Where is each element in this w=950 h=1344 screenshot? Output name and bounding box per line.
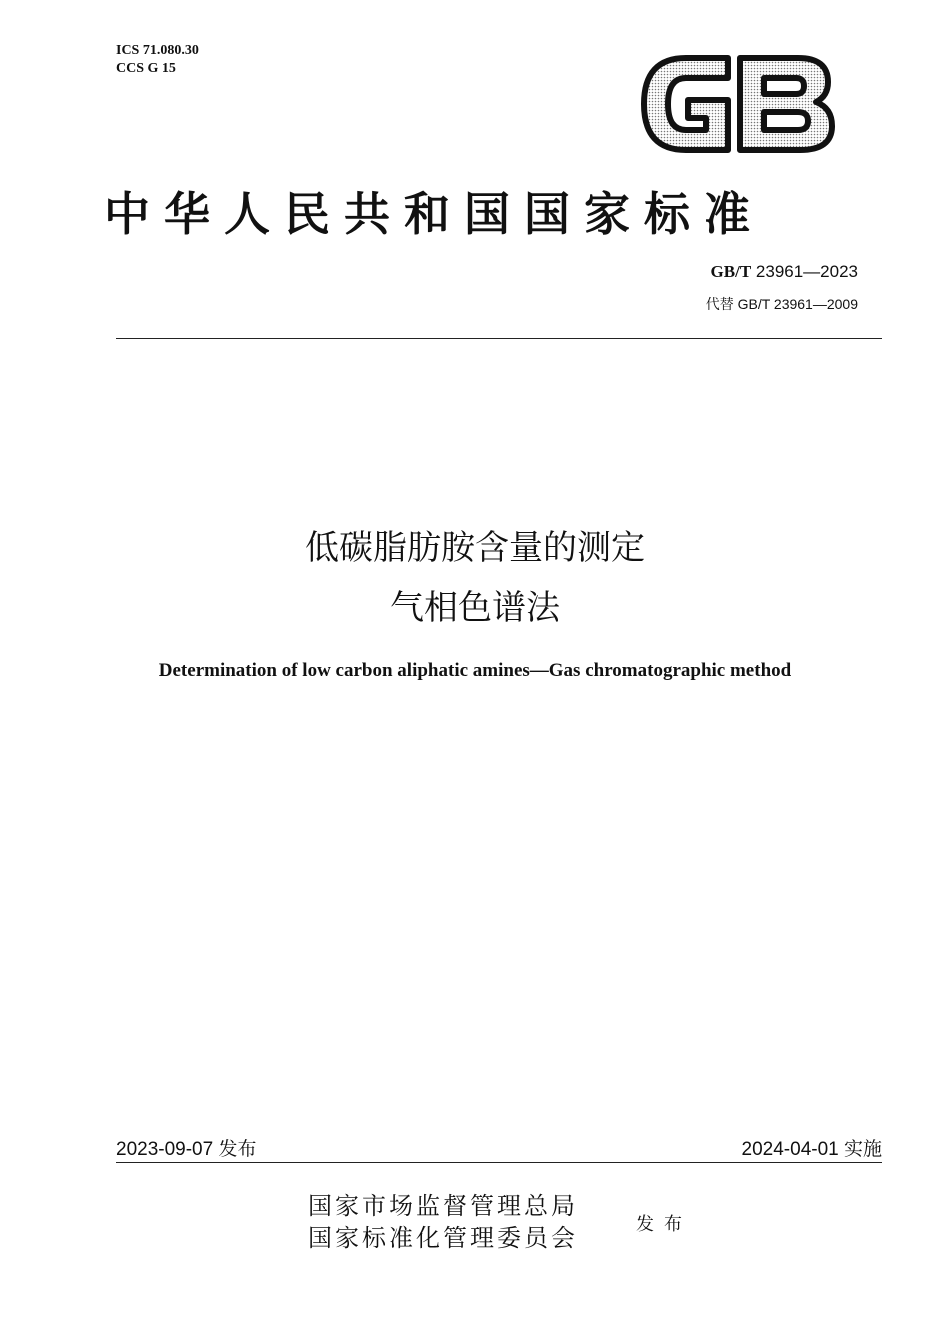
classification-block bbox=[116, 42, 199, 78]
ics-code: ICS 71.080.30 bbox=[116, 43, 199, 58]
top-divider bbox=[116, 338, 882, 339]
standard-number-value: 23961—2023 bbox=[755, 262, 858, 281]
ccs-code: CCS G 15 bbox=[116, 61, 176, 76]
english-title: Determination of low carbon aliphatic amines—Gas chromatographic method bbox=[158, 660, 792, 681]
bottom-divider bbox=[116, 1162, 882, 1163]
chinese-title-line2: 气相色谱法 bbox=[390, 588, 560, 628]
standard-prefix: GB/T bbox=[710, 262, 752, 281]
replaces-standard: 代替 GB/T 23961—2009 bbox=[705, 296, 858, 312]
issuer-samr: 国家市场监督管理总局 bbox=[308, 1192, 578, 1220]
issuer-sac: 国家标准化管理委员会 bbox=[308, 1224, 578, 1252]
issuing-authorities bbox=[308, 1190, 578, 1254]
chinese-title-line1: 低碳脂肪胺含量的测定 bbox=[305, 528, 645, 568]
publish-label: 发布 bbox=[636, 1214, 692, 1235]
standard-number bbox=[711, 262, 858, 282]
gb-logo-icon bbox=[636, 52, 836, 156]
implementation-date: 2024-04-01 实施 bbox=[741, 1139, 882, 1160]
national-standard-title: 中华人民共和国国家标准 bbox=[104, 187, 764, 241]
issue-date: 2023-09-07 发布 bbox=[116, 1139, 257, 1160]
